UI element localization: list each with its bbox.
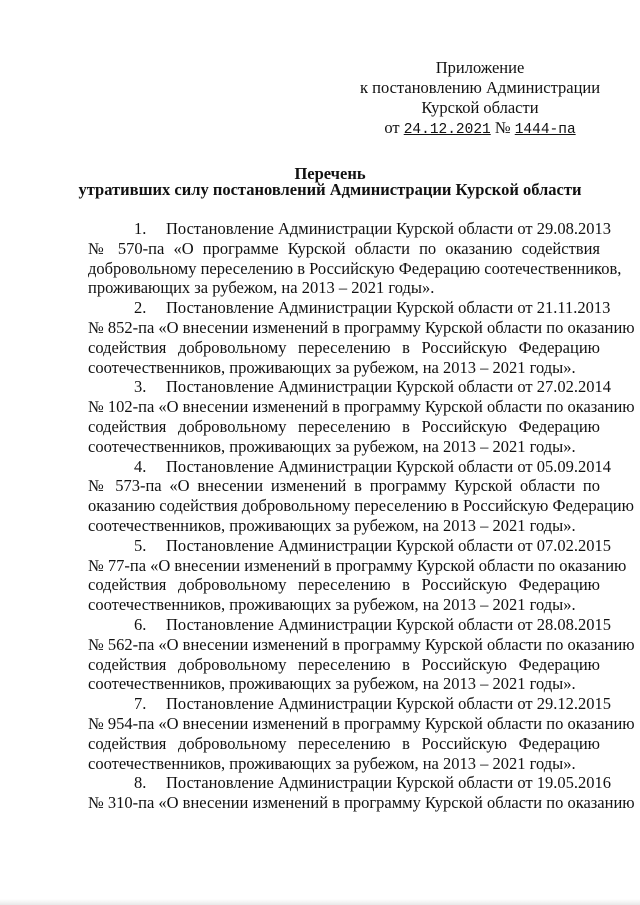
list-item-line: содействия добровольному переселению в Российскую Федерацию <box>88 337 600 357</box>
list-item-line: содействия добровольному переселению в Российскую Федерацию <box>88 575 600 595</box>
list-item-line: № 77-па «О внесении изменений в программу Курской области по оказанию <box>88 555 627 575</box>
list-item-line: соотечественников, проживающих за рубежом, на 2013 – 2021 годы». <box>88 436 576 456</box>
list-item <box>88 456 634 536</box>
number-sign: № <box>494 118 511 137</box>
list-item-line: № 852-па «О внесении изменений в программу Курской области по оказанию <box>88 317 635 337</box>
list-item <box>88 773 635 813</box>
appendix-ref: к постановлению Администрации <box>360 78 601 97</box>
list-item-first-line <box>88 377 611 397</box>
list-item-number: 3. <box>134 377 147 397</box>
list-item-line: содействия добровольному переселению в Российскую Федерацию <box>88 654 600 674</box>
list-item <box>88 535 627 615</box>
appendix-date-line <box>360 118 600 140</box>
list-item-text: Постановление Администрации Курской области от 05.09.2014 <box>166 456 611 476</box>
list-item-line: содействия добровольному переселению в Российскую Федерацию <box>88 733 600 753</box>
list-item <box>88 377 635 456</box>
list-item-text: Постановление Администрации Курской области от 19.05.2016 <box>166 773 611 793</box>
document-title: Перечень <box>294 164 366 183</box>
list-item-line: № 573-па «О внесении изменений в программу Курской области по <box>88 476 600 496</box>
appendix-region: Курской области <box>421 98 539 117</box>
list-item-line: соотечественников, проживающих за рубежом, на 2013 – 2021 годы». <box>88 753 576 773</box>
list-item-first-line <box>88 535 611 556</box>
list-item-line: № 102-па «О внесении изменений в программу Курской области по оказанию <box>88 397 635 417</box>
list-item-line: содействия добровольному переселению в Российскую Федерацию <box>88 416 600 436</box>
list-item-line: соотечественников, проживающих за рубежом, на 2013 – 2021 годы». <box>88 674 576 694</box>
list-item-text: Постановление Администрации Курской области от 21.11.2013 <box>166 298 611 318</box>
list-item-number: 4. <box>134 456 147 476</box>
appendix-title: Приложение <box>435 58 525 77</box>
list-item-text: Постановление Администрации Курской области от 27.02.2014 <box>166 377 611 397</box>
list-item <box>88 298 635 377</box>
list-item-number: 7. <box>134 694 147 714</box>
list-item-number: 5. <box>134 535 147 555</box>
list-item-text: Постановление Администрации Курской области от 28.08.2015 <box>166 614 611 634</box>
list-item-number: 1. <box>134 219 147 238</box>
document-subtitle: утративших силу постановлений Администрации Курской области <box>78 180 582 199</box>
list-item-first-line <box>88 456 611 477</box>
list-item-line: соотечественников, проживающих за рубежом, на 2013 – 2021 годы». <box>88 595 576 615</box>
list-item <box>88 614 635 694</box>
list-item-number: 8. <box>134 773 147 793</box>
list-item-line: соотечественников, проживающих за рубежом, на 2013 – 2021 годы». <box>88 515 576 535</box>
list-item <box>88 219 622 298</box>
list-item-line: № 954-па «О внесении изменений в программу Курской области по оказанию <box>88 713 635 733</box>
list-item-text: Постановление Администрации Курской области от 07.02.2015 <box>166 535 611 555</box>
list-item <box>88 694 635 773</box>
list-item-line: № 310-па «О внесении изменений в программу Курской области по оказанию <box>88 793 635 813</box>
list-item-text: Постановление Администрации Курской области от 29.12.2015 <box>166 694 611 714</box>
date-prefix: от <box>384 118 400 137</box>
list-item-line: № 562-па «О внесении изменений в программу Курской области по оказанию <box>88 634 635 654</box>
appendix-header <box>360 58 600 140</box>
decree-date: 24.12.2021 <box>403 122 491 138</box>
list-item-first-line <box>88 219 611 239</box>
list-item-line: проживающих за рубежом, на 2013 – 2021 годы». <box>88 278 435 298</box>
scan-edge <box>0 899 640 905</box>
list-item-first-line <box>88 694 611 714</box>
list-item-line: оказанию содействия добровольному переселению в Российскую Федерацию <box>88 496 634 516</box>
list-item-text: Постановление Администрации Курской области от 29.08.2013 <box>166 219 611 238</box>
list-item-number: 2. <box>134 298 147 318</box>
list-item-first-line <box>88 773 611 793</box>
decree-number: 1444-па <box>514 122 576 138</box>
list-item-line: № 570-па «О программе Курской области по оказанию содействия <box>88 238 600 258</box>
list-item-first-line <box>88 614 611 635</box>
list-item-number: 6. <box>134 614 147 634</box>
list-item-line: добровольному переселению в Российскую Федерацию соотечественников, <box>88 258 622 278</box>
list-item-line: соотечественников, проживающих за рубежом, на 2013 – 2021 годы». <box>88 357 576 377</box>
repealed-decrees-list <box>88 219 635 813</box>
list-item-first-line <box>88 298 611 318</box>
